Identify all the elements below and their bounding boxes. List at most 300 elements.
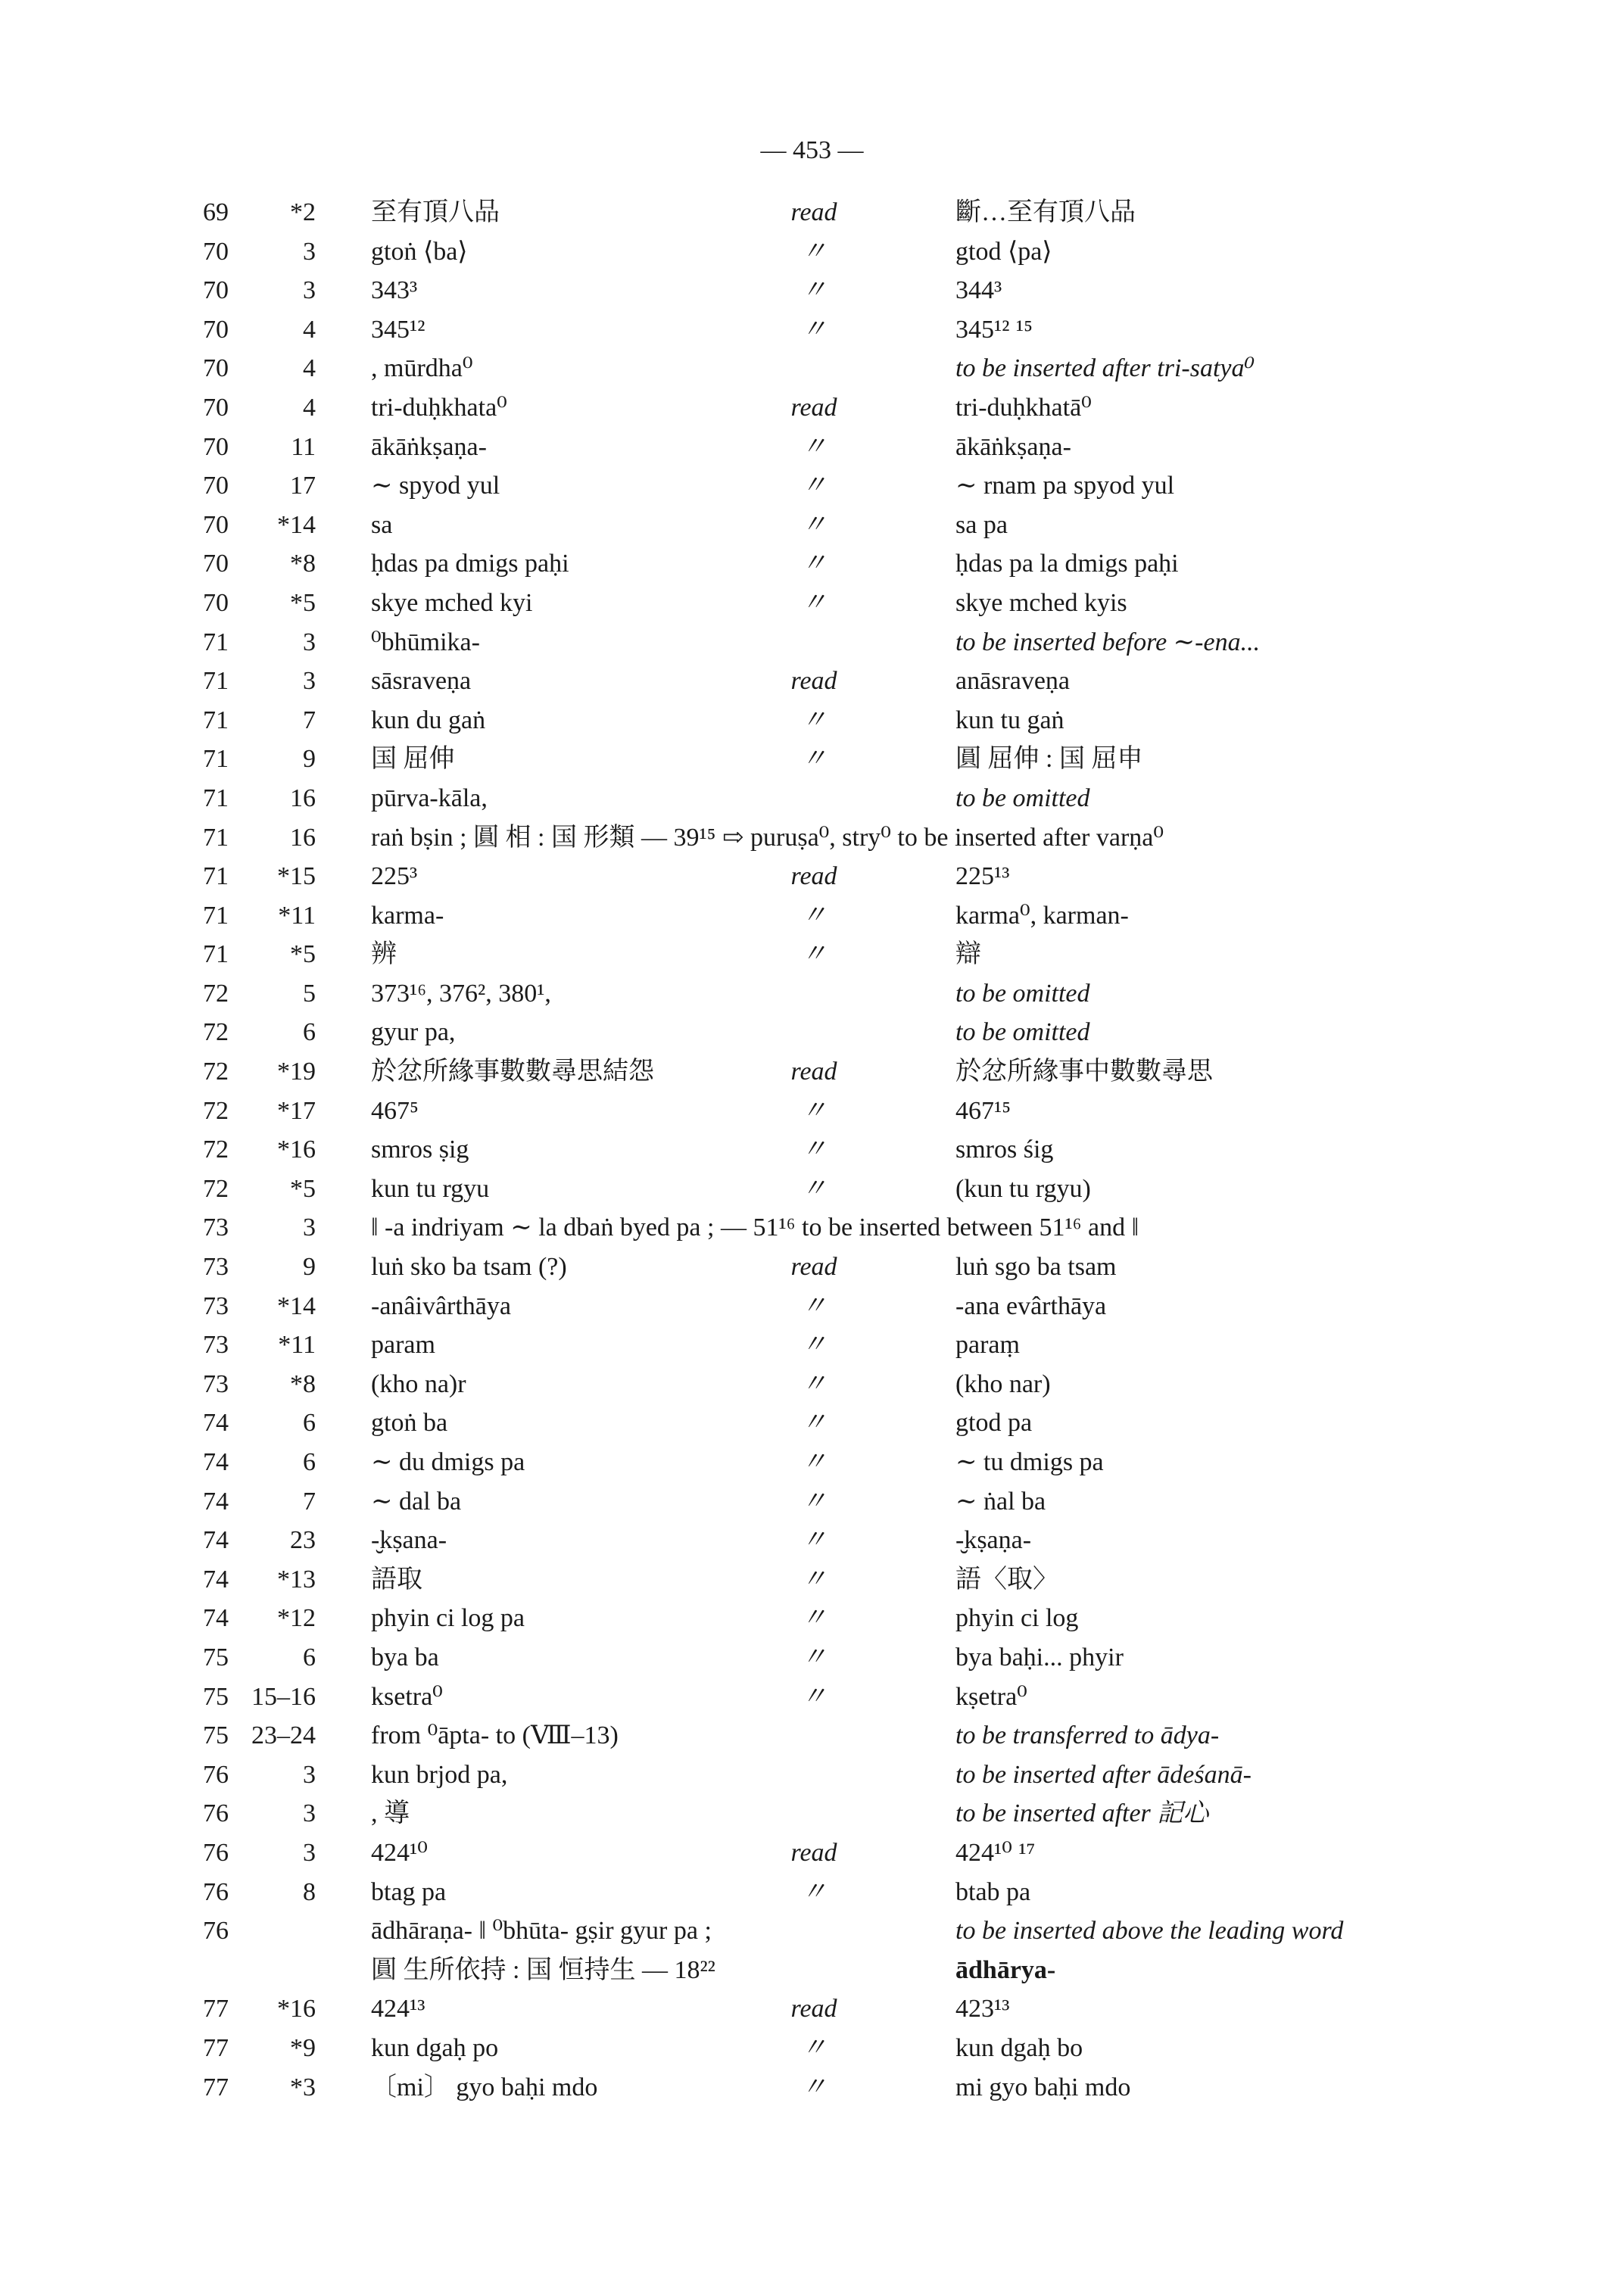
erratum-row <box>0 1130 1624 1170</box>
corrected-text <box>955 623 1607 662</box>
erratum-row <box>0 349 1624 388</box>
line-ref: *13 <box>277 1565 316 1594</box>
page-ref: 72 <box>203 1136 229 1164</box>
line-ref: *16 <box>277 1995 316 2024</box>
read-mark: read <box>790 862 837 891</box>
wrong-text-line: 辨 <box>371 940 397 969</box>
page-ref: 74 <box>203 1448 229 1476</box>
corrected-text <box>955 1130 1607 1170</box>
page-ref: 70 <box>203 472 229 500</box>
page-ref: 73 <box>203 1291 229 1320</box>
line-ref: 6 <box>303 1409 316 1438</box>
wrong-text-line: ∼ du dmigs pa <box>371 1448 525 1476</box>
wrong-text <box>371 818 1164 858</box>
corrected-text-line: to be omitted <box>955 1018 1090 1047</box>
corrected-text <box>955 1092 1607 1131</box>
erratum-row <box>0 1560 1624 1600</box>
corrected-text-line: 345¹² ¹⁵ <box>955 315 1033 344</box>
erratum-row <box>0 584 1624 623</box>
erratum-row <box>0 1443 1624 1482</box>
wrong-text-line: -anâivârthāya <box>371 1291 511 1320</box>
read-mark: 〃 <box>801 1565 827 1594</box>
page-ref: 77 <box>203 2033 229 2062</box>
line-ref: 23 <box>290 1526 316 1555</box>
line-ref: 3 <box>303 1838 316 1867</box>
page-ref: 71 <box>203 940 229 969</box>
line-ref: 17 <box>290 472 316 500</box>
read-mark: 〃 <box>801 1877 827 1906</box>
line-ref: 4 <box>303 354 316 383</box>
corrected-text <box>955 1052 1607 1092</box>
line-ref: 3 <box>303 667 316 696</box>
read-mark: 〃 <box>801 1643 827 1671</box>
read-mark: 〃 <box>801 588 827 617</box>
erratum-row <box>0 1521 1624 1560</box>
read-mark: read <box>790 198 837 226</box>
corrected-text <box>955 388 1607 428</box>
wrong-text-line: gtoṅ ⟨ba⟩ <box>371 237 468 266</box>
corrected-text-line: ∼ ṅal ba <box>955 1487 1046 1516</box>
corrected-text <box>955 2068 1607 2108</box>
wrong-text-line: 424¹³ <box>371 1995 425 2024</box>
wrong-text-line: , mūrdha⁰ <box>371 354 473 383</box>
corrected-text-line: 圓 屈伸 : 国 屈申 <box>955 745 1143 774</box>
page-ref: 75 <box>203 1643 229 1671</box>
corrected-text-line: to be inserted after tri-satya⁰ <box>955 354 1255 383</box>
line-ref: *19 <box>277 1058 316 1086</box>
page-ref: 70 <box>203 393 229 422</box>
wrong-text-line: from ⁰āpta- to (Ⅷ–13) <box>371 1721 619 1750</box>
corrected-text <box>955 310 1607 350</box>
wrong-text-line: 467⁵ <box>371 1096 419 1125</box>
erratum-row <box>0 779 1624 818</box>
corrected-text <box>955 1326 1607 1365</box>
page-ref: 72 <box>203 1018 229 1047</box>
page-ref: 75 <box>203 1682 229 1711</box>
read-mark: read <box>790 1995 837 2024</box>
corrected-text <box>955 1365 1607 1404</box>
corrected-text-line: 於忿所緣事中數數尋思 <box>955 1058 1213 1086</box>
line-ref: *9 <box>290 2033 316 2062</box>
erratum-row <box>0 1873 1624 1912</box>
wrong-text <box>371 1794 916 1833</box>
line-ref: 4 <box>303 315 316 344</box>
read-mark: 〃 <box>801 1526 827 1555</box>
erratum-row <box>0 1365 1624 1404</box>
corrected-text-line: 467¹⁵ <box>955 1096 1011 1125</box>
erratum-row <box>0 1404 1624 1443</box>
page-ref: 71 <box>203 823 229 852</box>
page-ref: 72 <box>203 979 229 1008</box>
page-ref: 72 <box>203 1058 229 1086</box>
erratum-row <box>0 1052 1624 1092</box>
page-ref: 71 <box>203 667 229 696</box>
corrected-text <box>955 466 1607 506</box>
read-mark: 〃 <box>801 745 827 774</box>
read-mark: 〃 <box>801 1331 827 1360</box>
corrected-text <box>955 896 1607 936</box>
line-ref: *5 <box>290 940 316 969</box>
corrected-text-line: 424¹⁰ ¹⁷ <box>955 1838 1036 1867</box>
line-ref: *5 <box>290 588 316 617</box>
erratum-row <box>0 1248 1624 1287</box>
page-ref: 74 <box>203 1487 229 1516</box>
page-ref: 71 <box>203 901 229 930</box>
corrected-text-line: -ana evârthāya <box>955 1291 1107 1320</box>
corrected-text <box>955 1013 1607 1052</box>
corrected-text-line: smros śig <box>955 1136 1054 1164</box>
erratum-row <box>0 544 1624 584</box>
page-ref: 76 <box>203 1799 229 1828</box>
read-mark: 〃 <box>801 237 827 266</box>
corrected-text-line: 辯 <box>955 940 981 969</box>
read-mark: 〃 <box>801 1487 827 1516</box>
erratum-row <box>0 974 1624 1014</box>
read-mark: 〃 <box>801 1682 827 1711</box>
wrong-text-line: 373¹⁶, 376², 380¹, <box>371 979 551 1008</box>
erratum-row <box>0 1326 1624 1365</box>
erratum-row <box>0 701 1624 740</box>
wrong-text-line: ādhāraṇa- ‖ ⁰bhūta- gṣir gyur pa ; <box>371 1917 712 1946</box>
wrong-text <box>371 974 916 1014</box>
corrected-text-line: to be inserted after ādeśanā- <box>955 1760 1252 1789</box>
corrected-text-line: kṣetra⁰ <box>955 1682 1027 1711</box>
corrected-text <box>955 544 1607 584</box>
wrong-text-line: kun brjod pa, <box>371 1760 508 1789</box>
line-ref: *17 <box>277 1096 316 1125</box>
line-ref: 3 <box>303 237 316 266</box>
line-ref: *11 <box>278 1331 316 1360</box>
wrong-text-line: gtoṅ ba <box>371 1409 448 1438</box>
line-ref: *5 <box>290 1174 316 1203</box>
read-mark: 〃 <box>801 940 827 969</box>
erratum-row <box>0 2029 1624 2068</box>
wrong-text-line: ksetra⁰ <box>371 1682 443 1711</box>
wrong-text-line: , 導 <box>371 1799 410 1828</box>
wrong-text-line: 424¹⁰ <box>371 1838 428 1867</box>
corrected-text-line: to be inserted after 記心 <box>955 1799 1209 1828</box>
line-ref: *12 <box>277 1604 316 1633</box>
wrong-text-line: 於忿所緣事數數尋思結怨 <box>371 1058 654 1086</box>
wrong-text-line: 至有頂八品 <box>371 198 500 226</box>
page-ref: 73 <box>203 1253 229 1282</box>
corrected-text <box>955 193 1607 232</box>
wrong-text-line: kun dgaḥ po <box>371 2033 499 2062</box>
page-ref: 71 <box>203 628 229 656</box>
page-ref: 70 <box>203 354 229 383</box>
erratum-row <box>0 506 1624 545</box>
erratum-list <box>0 193 1624 2107</box>
corrected-text-line: ∼ tu dmigs pa <box>955 1448 1104 1476</box>
corrected-text <box>955 1287 1607 1326</box>
corrected-text <box>955 740 1607 779</box>
corrected-text-line: ∼ rnam pa spyod yul <box>955 472 1175 500</box>
wrong-text-line: pūrva-kāla, <box>371 784 488 812</box>
line-ref: *8 <box>290 1369 316 1398</box>
page-ref: 76 <box>203 1877 229 1906</box>
erratum-row <box>0 271 1624 310</box>
erratum-row <box>0 896 1624 936</box>
wrong-text <box>371 1716 916 1756</box>
line-ref: *14 <box>277 510 316 539</box>
wrong-text-line: gyur pa, <box>371 1018 456 1047</box>
line-ref: 6 <box>303 1018 316 1047</box>
page-ref: 70 <box>203 315 229 344</box>
corrected-text-line: to be omitted <box>955 979 1090 1008</box>
wrong-text-line: btag pa <box>371 1877 447 1906</box>
read-mark: 〃 <box>801 472 827 500</box>
erratum-row <box>0 1678 1624 1717</box>
page-ref: 72 <box>203 1096 229 1125</box>
corrected-text-line: 423¹³ <box>955 1995 1010 2024</box>
wrong-text <box>371 1911 916 1989</box>
read-mark: 〃 <box>801 1136 827 1164</box>
wrong-text-line: tri-duḥkhata⁰ <box>371 393 507 422</box>
wrong-text-line: kun tu rgyu <box>371 1174 490 1203</box>
erratum-row <box>0 310 1624 350</box>
wrong-text-line: ḥdas pa dmigs paḥi <box>371 550 569 578</box>
corrected-text <box>955 935 1607 974</box>
corrected-text <box>955 584 1607 623</box>
read-mark: 〃 <box>801 1096 827 1125</box>
page-ref: 74 <box>203 1604 229 1633</box>
erratum-row <box>0 388 1624 428</box>
corrected-text <box>955 1560 1607 1600</box>
line-ref: 3 <box>303 1760 316 1789</box>
corrected-text-line: anāsraveṇa <box>955 667 1071 696</box>
wrong-text <box>371 623 916 662</box>
corrected-text <box>955 232 1607 272</box>
corrected-text <box>955 1599 1607 1638</box>
corrected-text-line: to be omitted <box>955 784 1090 812</box>
corrected-text <box>955 1248 1607 1287</box>
line-ref: 11 <box>291 432 316 461</box>
wrong-text-line: 345¹² <box>371 315 425 344</box>
corrected-text <box>955 1833 1607 1873</box>
read-mark: 〃 <box>801 510 827 539</box>
erratum-row <box>0 1989 1624 2029</box>
corrected-text <box>955 349 1607 388</box>
line-ref: *2 <box>290 198 316 226</box>
corrected-text-line: to be inserted before ∼-ena... <box>955 628 1261 656</box>
line-ref: 7 <box>303 706 316 734</box>
line-ref: 23–24 <box>251 1721 316 1750</box>
erratum-row <box>0 1599 1624 1638</box>
read-mark: read <box>790 667 837 696</box>
erratum-row <box>0 935 1624 974</box>
corrected-text <box>955 506 1607 545</box>
erratum-row <box>0 1013 1624 1052</box>
corrected-text <box>955 2029 1607 2068</box>
wrong-text-line: (kho na)r <box>371 1369 466 1398</box>
erratum-row <box>0 1716 1624 1756</box>
read-mark: 〃 <box>801 276 827 305</box>
erratum-row <box>0 2068 1624 2108</box>
read-mark: read <box>790 1253 837 1282</box>
read-mark: 〃 <box>801 315 827 344</box>
corrected-text <box>955 857 1607 896</box>
corrected-text <box>955 271 1607 310</box>
page-ref: 70 <box>203 276 229 305</box>
corrected-text-line: bya baḥi... phyir <box>955 1643 1124 1671</box>
line-ref: 8 <box>303 1877 316 1906</box>
erratum-row <box>0 1092 1624 1131</box>
wrong-text-line: 225³ <box>371 862 418 891</box>
page-ref: 70 <box>203 510 229 539</box>
erratum-row <box>0 1794 1624 1833</box>
line-ref: 3 <box>303 1213 316 1242</box>
corrected-text-line: to be inserted above the leading word <box>955 1917 1344 1946</box>
line-ref: 5 <box>303 979 316 1008</box>
page-ref: 71 <box>203 862 229 891</box>
read-mark: read <box>790 1058 837 1086</box>
page-ref: 73 <box>203 1213 229 1242</box>
wrong-text <box>371 1756 916 1795</box>
wrong-text-line: raṅ bṣin ; 圓 相 : 国 形類 — 39¹⁵ ⇨ puruṣa⁰, stry⁰ to be inserted after varṇa⁰ <box>371 823 1164 852</box>
corrected-text-line: gtod ⟨pa⟩ <box>955 237 1052 266</box>
corrected-text-line: ākāṅkṣaṇa- <box>955 432 1071 461</box>
line-ref: 4 <box>303 393 316 422</box>
erratum-row <box>0 1756 1624 1795</box>
corrected-text-line: (kun tu rgyu) <box>955 1174 1091 1203</box>
wrong-text-line: 〔mi〕 gyo baḥi mdo <box>371 2073 598 2101</box>
wrong-text-line: 語取 <box>371 1565 422 1594</box>
read-mark: 〃 <box>801 1448 827 1476</box>
page-ref: 70 <box>203 432 229 461</box>
corrected-text-line: tri-duḥkhatā⁰ <box>955 393 1092 422</box>
corrected-text-line: luṅ sgo ba tsam <box>955 1253 1117 1282</box>
page-number: — 453 — <box>760 136 864 164</box>
corrected-text-line: btab pa <box>955 1877 1031 1906</box>
page-ref: 74 <box>203 1409 229 1438</box>
page-ref: 70 <box>203 550 229 578</box>
corrected-text-line: (kho nar) <box>955 1369 1051 1398</box>
page-ref: 72 <box>203 1174 229 1203</box>
erratum-row <box>0 662 1624 701</box>
line-ref: 3 <box>303 628 316 656</box>
page-ref: 69 <box>203 198 229 226</box>
wrong-text-line: luṅ sko ba tsam (?) <box>371 1253 567 1282</box>
corrected-text-line: gtod pa <box>955 1409 1033 1438</box>
line-ref: 6 <box>303 1448 316 1476</box>
wrong-text-line: skye mched kyi <box>371 588 533 617</box>
wrong-text <box>371 779 916 818</box>
page-ref: 76 <box>203 1838 229 1867</box>
corrected-text <box>955 1482 1607 1522</box>
read-mark: 〃 <box>801 2033 827 2062</box>
read-mark: 〃 <box>801 1174 827 1203</box>
read-mark: 〃 <box>801 901 827 930</box>
line-ref: 15–16 <box>251 1682 316 1711</box>
wrong-text-line: -̮kṣana- <box>371 1526 447 1555</box>
page-ref: 76 <box>203 1917 229 1946</box>
erratum-row <box>0 232 1624 272</box>
read-mark: read <box>790 1838 837 1867</box>
page-ref: 70 <box>203 237 229 266</box>
read-mark: 〃 <box>801 706 827 734</box>
wrong-text-line: param <box>371 1331 435 1360</box>
corrected-text <box>955 662 1607 701</box>
wrong-text <box>371 349 916 388</box>
line-ref: 3 <box>303 276 316 305</box>
page-ref: 74 <box>203 1526 229 1555</box>
line-ref: *11 <box>278 901 316 930</box>
wrong-text-line: ∼ dal ba <box>371 1487 462 1516</box>
erratum-row <box>0 1482 1624 1522</box>
corrected-text <box>955 1911 1607 1989</box>
page-ref: 76 <box>203 1760 229 1789</box>
corrected-text-line: karma⁰, karman- <box>955 901 1129 930</box>
wrong-text-line: ∼ spyod yul <box>371 472 500 500</box>
corrected-text-line: phyin ci log <box>955 1604 1079 1633</box>
erratum-row <box>0 740 1624 779</box>
corrected-text-line: to be transferred to ādya- <box>955 1721 1220 1750</box>
wrong-text-line: phyin ci log pa <box>371 1604 525 1633</box>
page-ref: 74 <box>203 1565 229 1594</box>
read-mark: 〃 <box>801 1369 827 1398</box>
erratum-row <box>0 1170 1624 1209</box>
corrected-text <box>955 428 1607 467</box>
line-ref: 7 <box>303 1487 316 1516</box>
wrong-text-line: ‖ -a indriyam ∼ la dbaṅ byed pa ; — 51¹⁶ to be inserted between 51¹⁶ and ‖ <box>371 1213 1139 1242</box>
corrected-text-line-2: ādhārya- <box>955 1955 1056 1984</box>
corrected-text <box>955 1404 1607 1443</box>
corrected-text-line: -̮kṣaṇa- <box>955 1526 1032 1555</box>
erratum-row <box>0 1638 1624 1678</box>
corrected-text-line: kun tu gaṅ <box>955 706 1064 734</box>
line-ref: 16 <box>290 784 316 812</box>
erratum-row <box>0 466 1624 506</box>
line-ref: 16 <box>290 823 316 852</box>
page-ref: 71 <box>203 784 229 812</box>
corrected-text <box>955 1716 1607 1756</box>
page-ref: 73 <box>203 1369 229 1398</box>
corrected-text-line: paraṃ <box>955 1331 1020 1360</box>
erratum-row <box>0 818 1624 858</box>
wrong-text-line: sa <box>371 510 393 539</box>
page-ref: 77 <box>203 2073 229 2101</box>
page-ref: 77 <box>203 1995 229 2024</box>
wrong-text <box>371 1208 1139 1248</box>
line-ref: *15 <box>277 862 316 891</box>
page-ref: 71 <box>203 706 229 734</box>
line-ref: 9 <box>303 745 316 774</box>
wrong-text-line: ⁰bhūmika- <box>371 628 480 656</box>
corrected-text-line: 斷…至有頂八品 <box>955 198 1136 226</box>
erratum-row <box>0 1833 1624 1873</box>
read-mark: 〃 <box>801 1291 827 1320</box>
wrong-text-line: 国 屈伸 <box>371 745 455 774</box>
read-mark: 〃 <box>801 2073 827 2101</box>
wrong-text <box>371 1013 916 1052</box>
erratum-row <box>0 1287 1624 1326</box>
wrong-text-line: karma- <box>371 901 444 930</box>
page-ref: 75 <box>203 1721 229 1750</box>
corrected-text <box>955 701 1607 740</box>
read-mark: read <box>790 393 837 422</box>
corrected-text-line: mi gyo baḥi mdo <box>955 2073 1131 2101</box>
wrong-text-line-2: 圓 生所依持 : 国 恒持生 — 18²² <box>371 1955 715 1984</box>
corrected-text <box>955 1794 1607 1833</box>
wrong-text-line: smros ṣig <box>371 1136 469 1164</box>
corrected-text <box>955 1170 1607 1209</box>
corrected-text <box>955 1638 1607 1678</box>
corrected-text <box>955 974 1607 1014</box>
corrected-text-line: ḥdas pa la dmigs paḥi <box>955 550 1179 578</box>
page-ref: 73 <box>203 1331 229 1360</box>
wrong-text-line: sāsraveṇa <box>371 667 472 696</box>
corrected-text <box>955 1521 1607 1560</box>
